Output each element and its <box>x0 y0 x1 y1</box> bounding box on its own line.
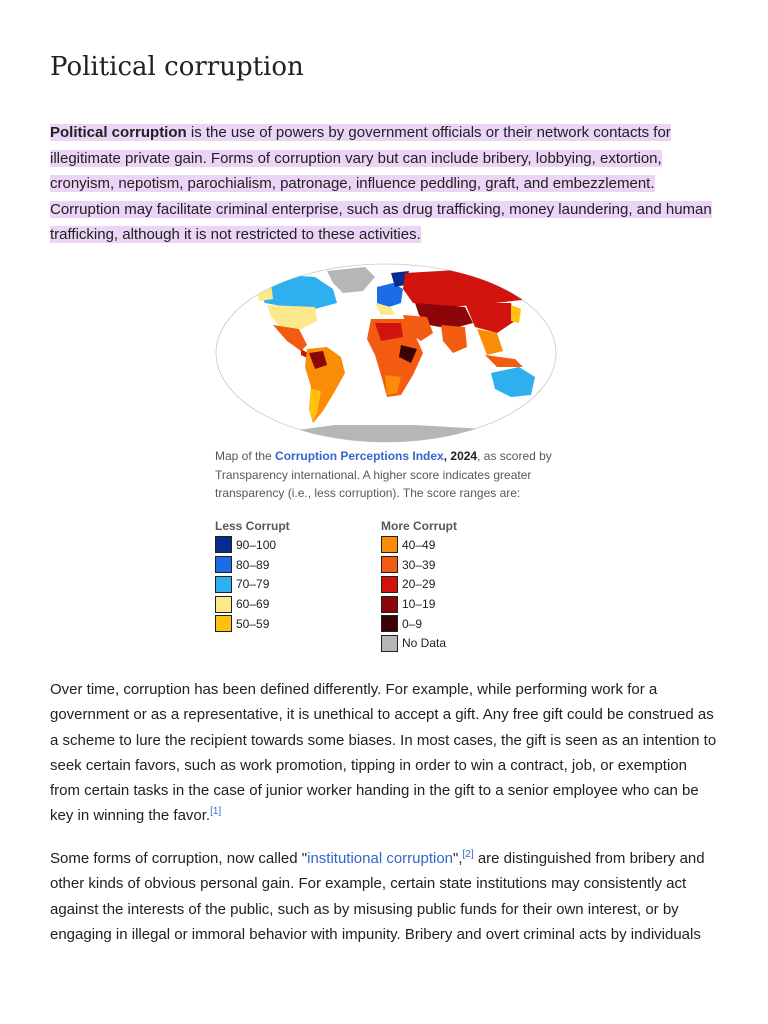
paragraph-text: Some forms of corruption, now called " <box>50 850 308 867</box>
legend-swatch <box>381 576 398 593</box>
legend-swatch <box>215 536 232 553</box>
paragraph-text: are distinguished from bribery and other kinds of obvious personal gain. For example, certain state institutions may consistently act against the interests of the public, such as by misusing public funds for their own interest, or by engaging in illegal or immoral behavior with impunity. Bribery and overt criminal acts by individuals <box>50 850 705 943</box>
legend-item <box>381 614 547 634</box>
paragraph-gift-definition <box>50 677 720 829</box>
cpi-figure <box>215 263 560 653</box>
legend-swatch <box>381 556 398 573</box>
legend-swatch <box>381 635 398 652</box>
lead-bold-term: Political corruption <box>50 124 187 141</box>
legend-label: 10–19 <box>402 597 436 612</box>
legend-less-corrupt <box>215 517 381 653</box>
paragraph-institutional-corruption <box>50 846 720 947</box>
legend-label: No Data <box>402 636 447 651</box>
legend-item <box>381 594 547 614</box>
legend-label: 70–79 <box>236 577 270 592</box>
legend-item <box>215 574 381 594</box>
legend-item <box>215 535 381 555</box>
legend-more-corrupt <box>381 517 547 653</box>
citation-link-1[interactable]: [1] <box>210 806 222 818</box>
caption-prefix: Map of the <box>215 449 276 463</box>
legend-item <box>381 574 547 594</box>
page-title: Political corruption <box>50 52 304 82</box>
paragraph-text: Over time, corruption has been defined differently. For example, while performing work for a government or as a representative, it is unethical to accept a gift. Any free gift could be construed as a scheme to lure the recipient towards some biases. In most cases, the gift is seen as an intention to seek certain favors, such as work promotion, tipping in order to win a contract, job, or exemption from certain tasks in the case of junior worker handing in the gift to a senior employee who can be key in winning the favor. <box>50 681 717 825</box>
citation-link-2[interactable]: [2] <box>462 849 474 860</box>
legend-swatch <box>381 615 398 632</box>
legend-item <box>381 634 547 654</box>
legend-label: 0–9 <box>402 616 423 631</box>
legend-more-title: More Corrupt <box>381 519 457 534</box>
legend-label: 30–39 <box>402 557 436 572</box>
cpi-link[interactable]: Corruption Perceptions Index <box>275 449 444 463</box>
highlighted-lead <box>50 124 712 243</box>
lead-text: is the use of powers by government officials or their network contacts for illegitimate private gain. Forms of corruption vary but can include bribery, lobbying, extortion, cronyism, nepotism, parochialism, patronage, influence peddling, graft, and embezzlement. Corruption may facilitate criminal enterprise, such as drug trafficking, money laundering, and human trafficking, although it is not restricted to these activities. <box>50 124 712 244</box>
legend-label: 20–29 <box>402 577 436 592</box>
institutional-corruption-link[interactable]: institutional corruption <box>307 850 454 867</box>
citation <box>463 849 474 860</box>
world-map-image[interactable] <box>215 263 557 443</box>
legend-swatch <box>215 556 232 573</box>
legend-item <box>381 555 547 575</box>
legend-label: 40–49 <box>402 537 436 552</box>
legend-label: 50–59 <box>236 616 270 631</box>
legend-swatch <box>215 615 232 632</box>
legend-swatch <box>215 596 232 613</box>
legend-item <box>215 614 381 634</box>
caption-year: , 2024 <box>443 449 478 463</box>
legend-item <box>381 535 547 555</box>
legend-swatch <box>381 536 398 553</box>
legend-label: 80–89 <box>236 557 270 572</box>
legend-swatch <box>215 576 232 593</box>
legend-swatch <box>381 596 398 613</box>
cpi-legend <box>215 517 560 653</box>
legend-item <box>215 594 381 614</box>
paragraph-text: ", <box>453 850 463 867</box>
legend-label: 60–69 <box>236 597 270 612</box>
citation <box>210 806 221 817</box>
legend-item <box>215 555 381 575</box>
caption-rest: , as scored by Transparency international. A higher score indicates greater transparency (i.e., less corruption). The score ranges are: <box>215 449 552 501</box>
lead-paragraph <box>50 120 720 248</box>
legend-less-title: Less Corrupt <box>215 519 290 534</box>
figure-caption <box>215 447 555 503</box>
legend-label: 90–100 <box>236 537 277 552</box>
